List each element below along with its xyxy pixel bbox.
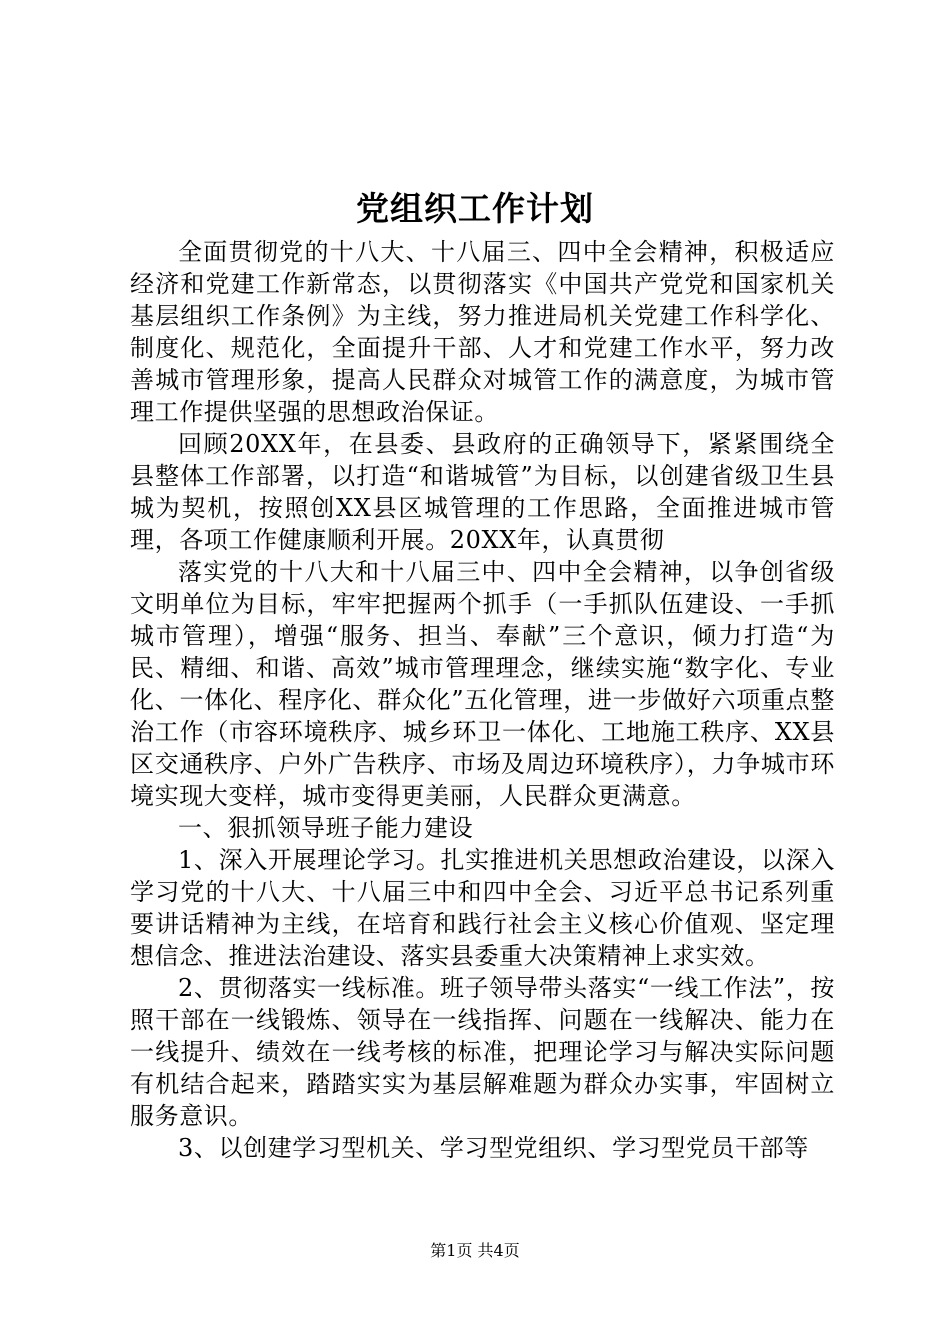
paragraph-intro: 全面贯彻党的十八大、十八届三、四中全会精神，积极适应经济和党建工作新常态，以贯彻落实《中国共产党党和国家机关基层组织工作条例》为主线，努力推进局机关党建工作科学化、制度化、规范化，全面提升干部、人才和党建工作水平，努力改善城市管理形象，提高人民群众对城管工作的满意度，为城市管理工作提供坚强的思想政治保证。 <box>130 238 835 426</box>
paragraph-review: 回顾20XX年，在县委、县政府的正确领导下，紧紧围绕全县整体工作部署，以打造“和谐城管”为目标，以创建省级卫生县城为契机，按照创XX县区城管理的工作思路，全面推进城市管理，各项工作健康顺利开展。20XX年，认真贯彻 <box>130 430 835 554</box>
document-title: 党组织工作计划 <box>356 189 594 228</box>
paragraph-implementation: 落实党的十八大和十八届三中、四中全会精神，以争创省级文明单位为目标，牢牢把握两个抓手（一手抓队伍建设、一手抓城市管理），增强“服务、担当、奉献”三个意识，倾力打造“为民、精细、和谐、高效”城市管理理念，继续实施“数字化、专业化、一体化、程序化、群众化”五化管理，进一步做好六项重点整治工作（市容环境秩序、城乡环卫一体化、工地施工秩序、XX县区交通秩序、户外广告秩序、市场及周边环境秩序），力争城市环境实现大变样，城市变得更美丽，人民群众更满意。 <box>130 558 835 810</box>
section-heading-1: 一、狠抓领导班子能力建设 <box>178 814 474 842</box>
page-footer: 第1页 共4页 <box>430 1241 520 1260</box>
list-item-1: 1、深入开展理论学习。扎实推进机关思想政治建设，以深入学习党的十八大、十八届三中和四中全会、习近平总书记系列重要讲话精神为主线，在培育和践行社会主义核心价值观、坚定理想信念、推进法治建设、落实县委重大决策精神上求实效。 <box>130 846 835 970</box>
document-body <box>130 236 835 1164</box>
list-item-3: 3、以创建学习型机关、学习型党组织、学习型党员干部等 <box>178 1134 809 1162</box>
list-item-2: 2、贯彻落实一线标准。班子领导带头落实“一线工作法”，按照干部在一线锻炼、领导在一线指挥、问题在一线解决、能力在一线提升、绩效在一线考核的标准，把理论学习与解决实际问题有机结合起来，踏踏实实为基层解难题为群众办实事，牢固树立服务意识。 <box>130 974 835 1130</box>
